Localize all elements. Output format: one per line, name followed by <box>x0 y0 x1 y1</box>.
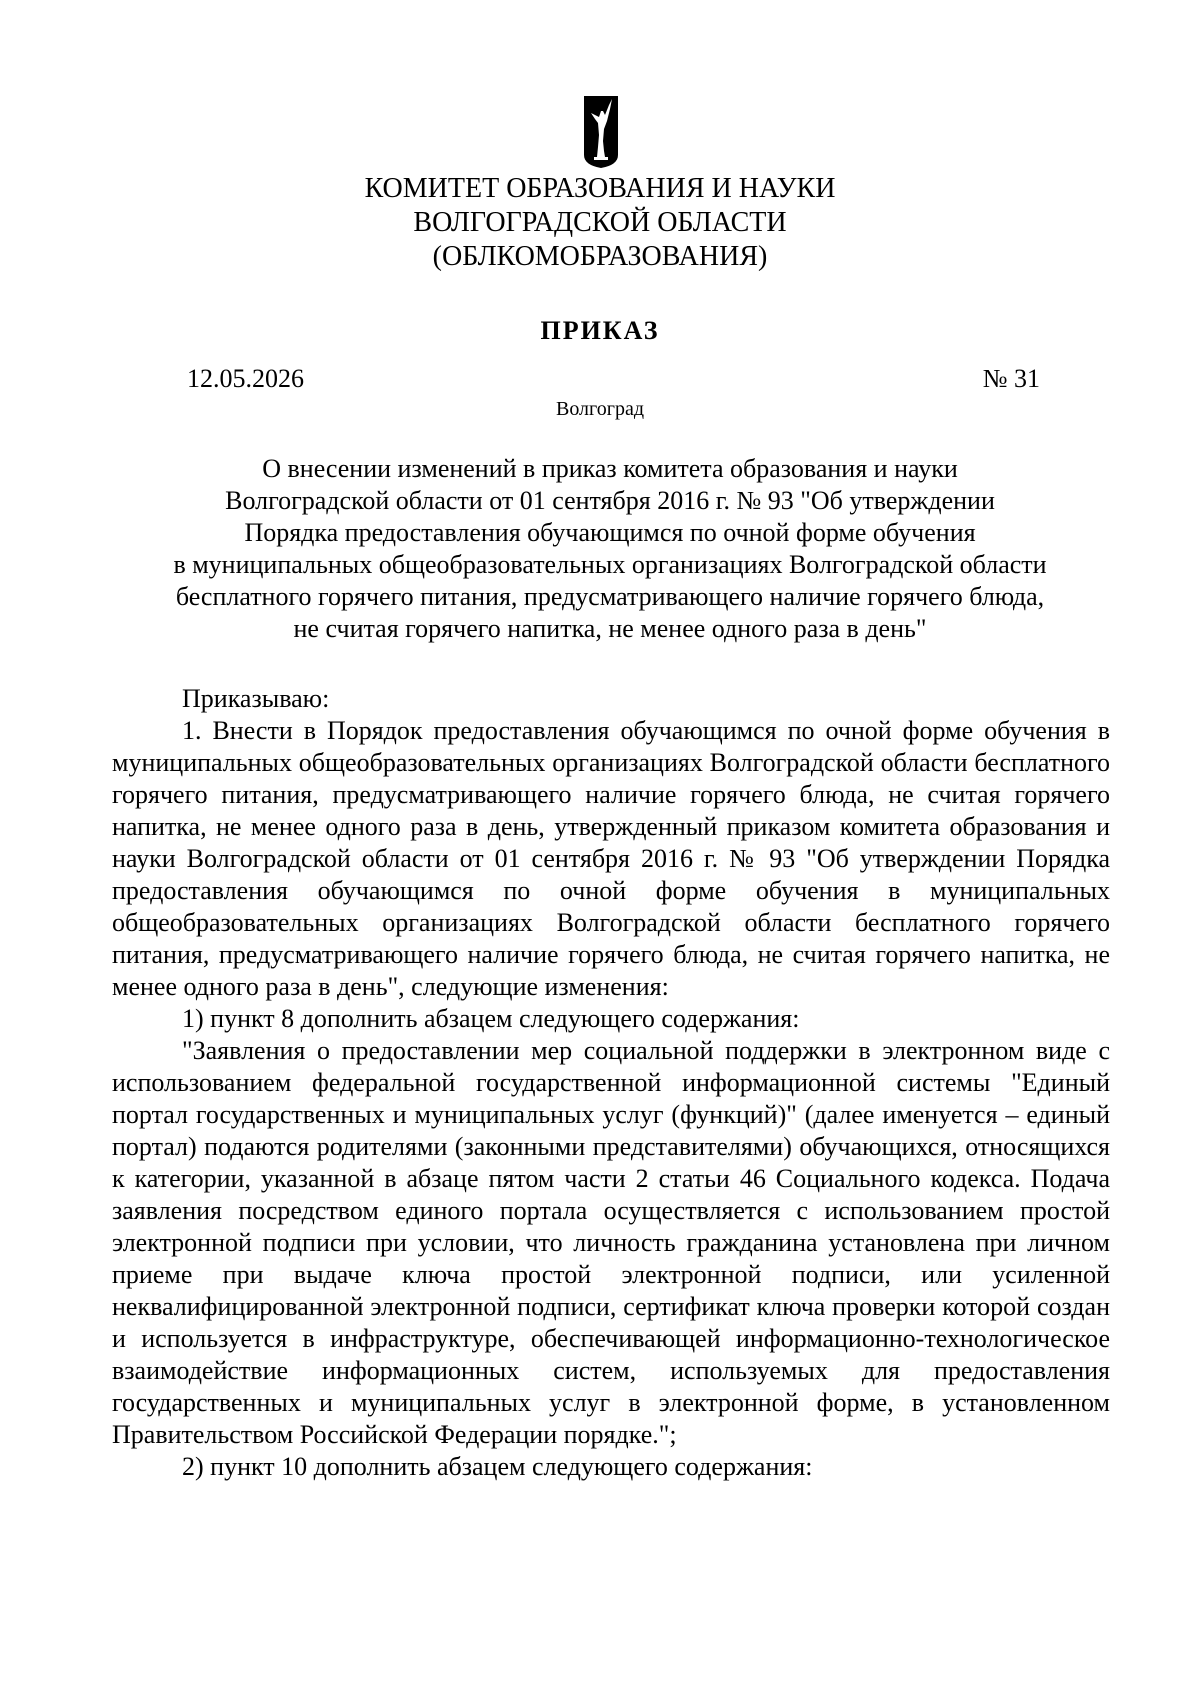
paragraph-item-1: 1. Внести в Порядок предоставления обучающимся по очной форме обучения в муниципальных общеобразовательных организациях Волгоградской области бесплатного горячего питания, предусматривающего наличие горячего блюда, не считая горячего напитка, не менее одного раза в день, утвержденный приказом комитета образования и науки Волгоградской области от 01 сентября 2016 г. № 93 "Об утверждении Порядка предоставления обучающимся по очной форме обучения в муниципальных общеобразовательных организациях Волгоградской области бесплатного горячего питания, предусматривающего наличие горячего блюда, не считая горячего напитка, не менее одного раза в день", следующие изменения: <box>112 716 1110 1001</box>
subject-line: не считая горячего напитка, не менее одного раза в день" <box>293 614 927 643</box>
quoted-amendment: "Заявления о предоставлении мер социальной поддержки в электронном виде с использованием федеральной государственной информационной системы "Единый портал государственных и муниципальных услуг (функций)" (далее именуется – единый портал) подаются родителями (законными представителями) обучающихся, относящихся к категории, указанной в абзаце пятом части 2 статьи 46 Социального кодекса. Подача заявления посредством единого портала осуществляется с использованием простой электронной подписи при условии, что личность гражданина установлена при личном приеме при выдаче ключа простой электронной подписи, или усиленной неквалифицированной электронной подписи, сертификат ключа проверки которой создан и используется в инфраструктуре, обеспечивающей информационно-технологическое взаимодействие информационных систем, используемых для предоставления государственных и муниципальных услуг в электронной форме, в установленном Правительством Российской Федерации порядке."; <box>112 1036 1110 1449</box>
subject-line: Порядка предоставления обучающимся по очной форме обучения <box>244 518 976 547</box>
org-line-3: (ОБЛКОМОБРАЗОВАНИЯ) <box>432 241 768 272</box>
subject-line: О внесении изменений в приказ комитета образования и науки <box>262 454 958 483</box>
subitem-2: 2) пункт 10 дополнить абзацем следующего содержания: <box>182 1452 813 1481</box>
order-intro: Приказываю: <box>182 684 330 713</box>
subitem-1: 1) пункт 8 дополнить абзацем следующего содержания: <box>182 1004 800 1033</box>
document-body <box>112 683 1110 1483</box>
org-line-1: КОМИТЕТ ОБРАЗОВАНИЯ И НАУКИ <box>364 173 836 204</box>
subject-line: в муниципальных общеобразовательных организациях Волгоградской области <box>173 550 1047 579</box>
document-number: № 31 <box>982 364 1040 393</box>
document-type: ПРИКАЗ <box>540 316 660 345</box>
subject-line: бесплатного горячего питания, предусматривающего наличие горячего блюда, <box>175 582 1045 611</box>
subject-line: Волгоградской области от 01 сентября 2016 г. № 93 "Об утверждении <box>225 486 995 515</box>
document-subject <box>110 453 1110 645</box>
document-city: Волгоград <box>555 398 645 420</box>
document-date: 12.05.2026 <box>187 364 304 393</box>
organization-name <box>0 172 1200 274</box>
coat-of-arms-icon <box>583 95 619 169</box>
org-line-2: ВОЛГОГРАДСКОЙ ОБЛАСТИ <box>413 207 787 238</box>
